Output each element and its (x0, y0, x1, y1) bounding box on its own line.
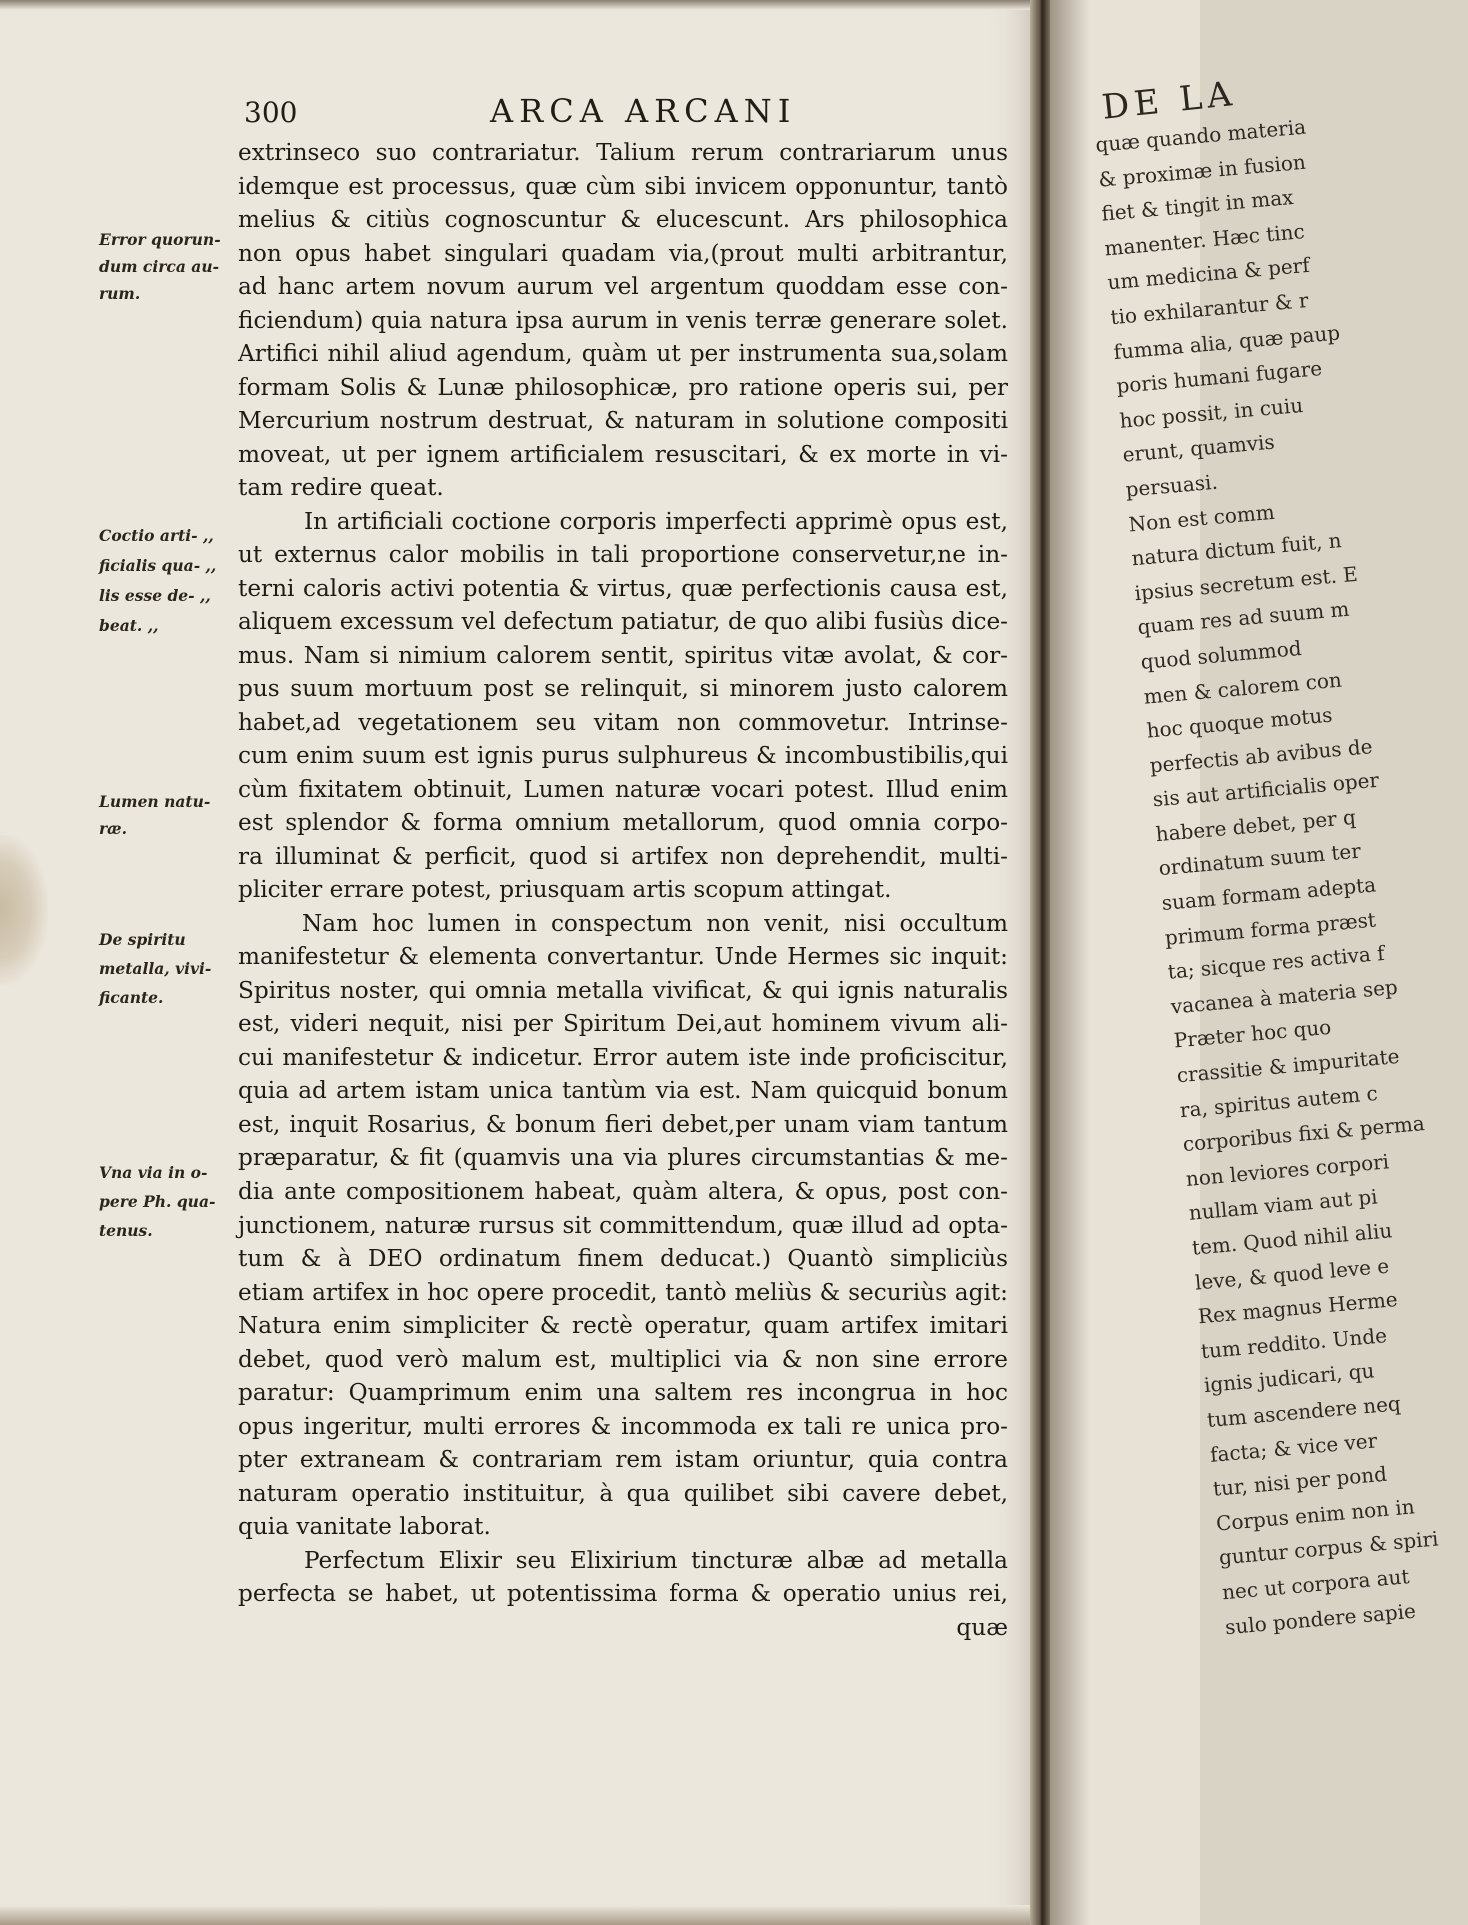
text-line: mus. Nam si nimium calorem sentit, spiritus vitæ avolat, & cor- (238, 641, 1008, 669)
text-line: cum enim suum est ignis purus sulphureus & incombustibilis,qui (238, 742, 1008, 770)
text-line: junctionem, naturæ rursus sit committendum, quæ illud ad opta- (238, 1211, 1008, 1239)
page-number: 300 (244, 96, 298, 129)
side-note-error: Error quorun- dum circa au- rum. (99, 230, 221, 303)
text-line: Nam hoc lumen in conspectum non venit, nisi occultum (302, 909, 1008, 937)
text-line: formam Solis & Lunæ philosophicæ, pro ratione operis sui, per (238, 373, 1008, 401)
text-line: tum & à DEO ordinatum finem deducat.) Quantò simpliciùs (238, 1245, 1008, 1273)
body-text (238, 136, 1008, 1644)
text-line: ad hanc artem novum aurum vel argentum quoddam esse con- (238, 273, 1008, 301)
text-line: debet, quod verò malum est, multiplici via & non sine errore (238, 1345, 1008, 1373)
page-top-edge (0, 0, 1045, 10)
text-line: ut externus calor mobilis in tali proportione conservetur,ne in- (238, 541, 1008, 569)
side-note-coctio: Coctio arti- ,, ficialis qua- ,, lis esse de- ,, beat. ,, (99, 526, 217, 635)
text-line: quia ad artem istam unica tantùm via est. Nam quicquid bonum (238, 1077, 1008, 1105)
text-line: ficiendum) quia natura ipsa aurum in venis terræ generare solet. (238, 306, 1008, 334)
text-line: pter extraneam & contrariam rem istam oriuntur, quia contra (238, 1446, 1008, 1474)
text-line: cùm fixitatem obtinuit, Lumen naturæ vocari potest. Illud enim (238, 775, 1008, 803)
text-line: Artifici nihil aliud agendum, quàm ut per instrumenta sua,solam (238, 340, 1008, 368)
text-line: cui manifestetur & indicetur. Error autem iste inde proficiscitur, (238, 1043, 1008, 1071)
text-line: Spiritus noster, qui omnia metalla vivificat, & qui ignis naturalis (238, 976, 1008, 1004)
text-line: non opus habet singulari quadam via,(prout multi arbitrantur, (238, 239, 1008, 267)
side-note-una-via: Vna via in o- pere Ph. qua- tenus. (99, 1163, 216, 1240)
facing-page (1050, 0, 1440, 1925)
text-line: etiam artifex in hoc opere procedit, tantò meliùs & securiùs agit: (238, 1278, 1008, 1306)
text-line: pus suum mortuum post se relinquit, si minorem justo calorem (238, 675, 1008, 703)
text-line: pliciter errare potest, priusquam artis scopum attingat. (238, 876, 892, 904)
text-line: quia vanitate laborat. (238, 1513, 491, 1541)
text-line: terni caloris activi potentia & virtus, quæ perfectionis causa est, (238, 574, 1008, 602)
text-line: habet,ad vegetationem seu vitam non commovetur. Intrinse- (238, 708, 1008, 736)
text-line: In artificiali coctione corporis imperfecti apprimè opus est, (304, 507, 1008, 535)
text-line: aliquem excessum vel defectum patiatur, de quo alibi fusiùs dice- (238, 608, 1008, 636)
text-line: est, inquit Rosarius, & bonum fieri debet,per unam viam tantum (238, 1110, 1008, 1138)
text-line: tam redire queat. (238, 474, 444, 502)
side-note-lumen: Lumen natu- ræ. (99, 792, 211, 838)
text-line: extrinseco suo contrariatur. Talium rerum contrariarum unus (238, 139, 1008, 166)
paper-stain (0, 835, 48, 985)
text-line: Mercurium nostrum destruat, & naturam in solutione compositi (238, 407, 1008, 435)
text-line: est, videri nequit, nisi per Spiritum Dei,aut hominem vivum ali- (238, 1010, 1008, 1038)
text-line: moveat, ut per ignem artificialem resuscitari, & ex morte in vi- (238, 440, 1008, 468)
text-line: melius & citiùs cognoscuntur & elucescunt. Ars philosophica (238, 206, 1008, 234)
text-line: est splendor & forma omnium metallorum, quod omnia corpo- (238, 809, 1008, 837)
text-line: ra illuminat & perficit, quod si artifex non deprehendit, multi- (238, 842, 1008, 870)
catchword: quæ (956, 1613, 1008, 1641)
text-line: præparatur, & fit (quamvis una via plures circumstantias & me- (238, 1144, 1008, 1172)
page-fold-shadow (1050, 0, 1090, 1925)
book-gutter (1030, 0, 1052, 1925)
text-line: perfecta se habet, ut potentissima forma & operatio unius rei, (238, 1580, 1008, 1608)
text-line: paratur: Quamprimum enim una saltem res incongrua in hoc (238, 1379, 1008, 1407)
page-bottom-edge (0, 1905, 1045, 1925)
running-head: ARCA ARCANI (490, 92, 797, 130)
facing-page-text: quæ quando materia & proximæ in fusion fiet & tingit in max manenter. Hæc tinc um medicina & perf tio exhilarantur & r fumma alia, quæ paup poris humani fugare hoc possit, in cuiu erunt, quamvis persuasi. Non est comm natura dictum fuit, n ipsius secretum est. E quam res ad suum m quod solummod men & calorem con hoc quoque motus perfectis ab avibus de sis aut artificialis oper habere debet, per q ordinatum suum ter suam formam adepta primum forma præst ta; sicque res activa f vacanea à materia sep Præter hoc quo crassitie & impuritate ra, spiritus autem c corporibus fixi & perma non leviores corpori nullam viam aut pi tem. Quod nihil aliu leve, & quod leve e Rex magnus Herme tum reddito. Unde ignis judicari, qu tum ascendere neq facta; & vice ver tur, nisi per pond Corpus enim non in guntur corpus & spiri nec ut corpora aut sulo pondere sapie (1094, 114, 1440, 1639)
facing-running-head: DE LA (1100, 73, 1239, 128)
text-line: Perfectum Elixir seu Elixirium tincturæ albæ ad metalla (304, 1546, 1008, 1574)
text-line: idemque est processus, quæ cùm sibi invicem opponuntur, tantò (238, 172, 1008, 200)
text-line: naturam operatio instituitur, à qua quilibet sibi cavere debet, (238, 1479, 1008, 1507)
text-line: opus ingeritur, multi errores & incommoda ex tali re unica pro- (238, 1412, 1008, 1440)
text-line: dia ante compositionem habeat, quàm altera, & opus, post con- (238, 1177, 1008, 1205)
text-line: manifestetur & elementa convertantur. Unde Hermes sic inquit: (238, 943, 1008, 971)
side-note-spiritu: De spiritu metalla, vivi- ficante. (99, 930, 212, 1007)
text-line: Natura enim simpliciter & rectè operatur, quam artifex imitari (238, 1312, 1008, 1340)
